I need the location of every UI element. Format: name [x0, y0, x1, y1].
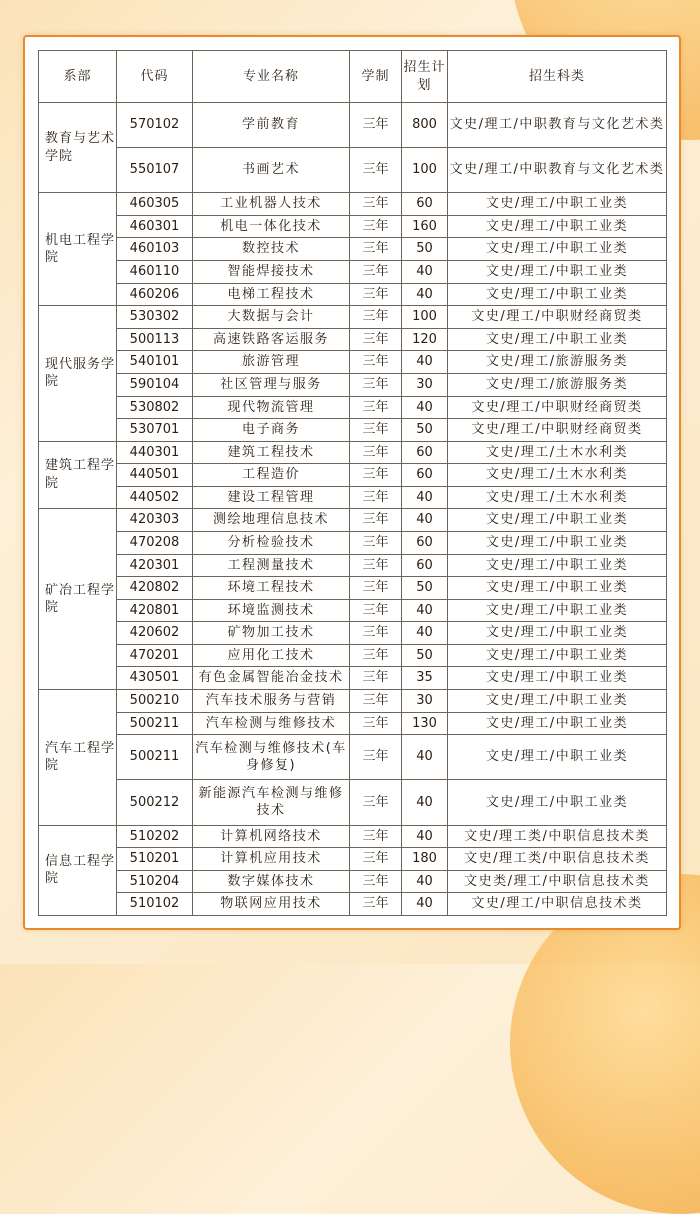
- plan-cell: 40: [402, 825, 448, 848]
- subjects-cell: 文史/理工/中职工业类: [448, 215, 667, 238]
- name-cell: 环境工程技术: [193, 577, 350, 600]
- code-cell: 500212: [117, 780, 193, 825]
- subjects-cell: 文史/理工/中职工业类: [448, 644, 667, 667]
- subjects-cell: 文史/理工/中职财经商贸类: [448, 396, 667, 419]
- subjects-cell: 文史/理工/土木水利类: [448, 441, 667, 464]
- plan-cell: 40: [402, 396, 448, 419]
- department-cell: 信息工程学院: [39, 825, 117, 915]
- plan-cell: 50: [402, 419, 448, 442]
- plan-cell: 50: [402, 238, 448, 261]
- code-cell: 440301: [117, 441, 193, 464]
- table-row: [39, 103, 667, 148]
- code-cell: 460301: [117, 215, 193, 238]
- code-cell: 420602: [117, 622, 193, 645]
- subjects-cell: 文史/理工/中职工业类: [448, 328, 667, 351]
- table-row: [39, 667, 667, 690]
- subjects-cell: 文史/理工/中职工业类: [448, 261, 667, 284]
- years-cell: 三年: [350, 531, 402, 554]
- header-plan: 招生计划: [402, 51, 448, 103]
- table-row: [39, 509, 667, 532]
- subjects-cell: 文史/理工/中职工业类: [448, 622, 667, 645]
- code-cell: 590104: [117, 373, 193, 396]
- subjects-cell: 文史/理工/旅游服务类: [448, 373, 667, 396]
- name-cell: 测绘地理信息技术: [193, 509, 350, 532]
- code-cell: 460110: [117, 261, 193, 284]
- years-cell: 三年: [350, 599, 402, 622]
- subjects-cell: 文史/理工/中职工业类: [448, 667, 667, 690]
- table-header-row: [39, 51, 667, 103]
- header-dept: 系部: [39, 51, 117, 103]
- subjects-cell: 文史/理工/土木水利类: [448, 486, 667, 509]
- name-cell: 工程造价: [193, 464, 350, 487]
- plan-cell: 100: [402, 306, 448, 329]
- years-cell: 三年: [350, 509, 402, 532]
- table-row: [39, 215, 667, 238]
- plan-cell: 800: [402, 103, 448, 148]
- table-row: [39, 486, 667, 509]
- code-cell: 460305: [117, 193, 193, 216]
- department-cell: 教育与艺术学院: [39, 103, 117, 193]
- code-cell: 510204: [117, 870, 193, 893]
- table-row: [39, 531, 667, 554]
- years-cell: 三年: [350, 622, 402, 645]
- name-cell: 计算机应用技术: [193, 848, 350, 871]
- name-cell: 工业机器人技术: [193, 193, 350, 216]
- name-cell: 环境监测技术: [193, 599, 350, 622]
- years-cell: 三年: [350, 328, 402, 351]
- plan-cell: 40: [402, 780, 448, 825]
- enrollment-plan-table: [38, 50, 667, 916]
- name-cell: 现代物流管理: [193, 396, 350, 419]
- subjects-cell: 文史/理工/中职工业类: [448, 238, 667, 261]
- name-cell: 高速铁路客运服务: [193, 328, 350, 351]
- subjects-cell: 文史/理工/中职工业类: [448, 283, 667, 306]
- enrollment-card: [23, 35, 681, 930]
- name-cell: 旅游管理: [193, 351, 350, 374]
- plan-cell: 40: [402, 622, 448, 645]
- code-cell: 550107: [117, 148, 193, 193]
- code-cell: 570102: [117, 103, 193, 148]
- name-cell: 应用化工技术: [193, 644, 350, 667]
- name-cell: 分析检验技术: [193, 531, 350, 554]
- subjects-cell: 文史/理工/中职教育与文化艺术类: [448, 148, 667, 193]
- table-row: [39, 419, 667, 442]
- plan-cell: 60: [402, 464, 448, 487]
- name-cell: 矿物加工技术: [193, 622, 350, 645]
- plan-cell: 40: [402, 283, 448, 306]
- plan-cell: 40: [402, 486, 448, 509]
- subjects-cell: 文史/理工/中职工业类: [448, 599, 667, 622]
- subjects-cell: 文史/理工/旅游服务类: [448, 351, 667, 374]
- plan-cell: 30: [402, 373, 448, 396]
- plan-cell: 60: [402, 554, 448, 577]
- years-cell: 三年: [350, 870, 402, 893]
- code-cell: 470201: [117, 644, 193, 667]
- code-cell: 420301: [117, 554, 193, 577]
- name-cell: 数字媒体技术: [193, 870, 350, 893]
- name-cell: 有色金属智能冶金技术: [193, 667, 350, 690]
- code-cell: 510201: [117, 848, 193, 871]
- plan-cell: 60: [402, 193, 448, 216]
- years-cell: 三年: [350, 780, 402, 825]
- name-cell: 数控技术: [193, 238, 350, 261]
- code-cell: 530302: [117, 306, 193, 329]
- subjects-cell: 文史/理工/中职工业类: [448, 577, 667, 600]
- table-row: [39, 238, 667, 261]
- subjects-cell: 文史/理工/中职工业类: [448, 735, 667, 780]
- table-row: [39, 599, 667, 622]
- plan-cell: 180: [402, 848, 448, 871]
- code-cell: 440502: [117, 486, 193, 509]
- years-cell: 三年: [350, 644, 402, 667]
- plan-cell: 160: [402, 215, 448, 238]
- code-cell: 500210: [117, 690, 193, 713]
- plan-cell: 40: [402, 599, 448, 622]
- plan-cell: 40: [402, 870, 448, 893]
- years-cell: 三年: [350, 893, 402, 916]
- department-cell: 建筑工程学院: [39, 441, 117, 509]
- table-row: [39, 735, 667, 780]
- name-cell: 社区管理与服务: [193, 373, 350, 396]
- name-cell: 学前教育: [193, 103, 350, 148]
- plan-cell: 40: [402, 735, 448, 780]
- code-cell: 420802: [117, 577, 193, 600]
- table-row: [39, 577, 667, 600]
- table-row: [39, 825, 667, 848]
- years-cell: 三年: [350, 690, 402, 713]
- table-row: [39, 373, 667, 396]
- plan-cell: 130: [402, 712, 448, 735]
- subjects-cell: 文史/理工/中职工业类: [448, 531, 667, 554]
- plan-cell: 40: [402, 351, 448, 374]
- name-cell: 物联网应用技术: [193, 893, 350, 916]
- years-cell: 三年: [350, 848, 402, 871]
- name-cell: 汽车检测与维修技术(车身修复): [193, 735, 350, 780]
- years-cell: 三年: [350, 554, 402, 577]
- years-cell: 三年: [350, 441, 402, 464]
- subjects-cell: 文史/理工/中职财经商贸类: [448, 306, 667, 329]
- code-cell: 420801: [117, 599, 193, 622]
- table-row: [39, 351, 667, 374]
- years-cell: 三年: [350, 148, 402, 193]
- code-cell: 470208: [117, 531, 193, 554]
- name-cell: 汽车技术服务与营销: [193, 690, 350, 713]
- years-cell: 三年: [350, 103, 402, 148]
- code-cell: 460206: [117, 283, 193, 306]
- table-row: [39, 396, 667, 419]
- plan-cell: 50: [402, 577, 448, 600]
- years-cell: 三年: [350, 215, 402, 238]
- header-code: 代码: [117, 51, 193, 103]
- name-cell: 书画艺术: [193, 148, 350, 193]
- table-row: [39, 328, 667, 351]
- code-cell: 530802: [117, 396, 193, 419]
- subjects-cell: 文史/理工/中职工业类: [448, 554, 667, 577]
- header-subjects: 招生科类: [448, 51, 667, 103]
- table-row: [39, 644, 667, 667]
- name-cell: 机电一体化技术: [193, 215, 350, 238]
- subjects-cell: 文史/理工/中职工业类: [448, 509, 667, 532]
- name-cell: 电梯工程技术: [193, 283, 350, 306]
- name-cell: 建筑工程技术: [193, 441, 350, 464]
- name-cell: 智能焊接技术: [193, 261, 350, 284]
- years-cell: 三年: [350, 486, 402, 509]
- code-cell: 500211: [117, 735, 193, 780]
- department-cell: 汽车工程学院: [39, 690, 117, 825]
- code-cell: 500211: [117, 712, 193, 735]
- plan-cell: 40: [402, 509, 448, 532]
- table-body: [39, 103, 667, 916]
- subjects-cell: 文史/理工/土木水利类: [448, 464, 667, 487]
- name-cell: 工程测量技术: [193, 554, 350, 577]
- subjects-cell: 文史/理工/中职工业类: [448, 712, 667, 735]
- years-cell: 三年: [350, 712, 402, 735]
- plan-cell: 35: [402, 667, 448, 690]
- plan-cell: 30: [402, 690, 448, 713]
- table-row: [39, 441, 667, 464]
- years-cell: 三年: [350, 577, 402, 600]
- plan-cell: 50: [402, 644, 448, 667]
- name-cell: 电子商务: [193, 419, 350, 442]
- name-cell: 计算机网络技术: [193, 825, 350, 848]
- table-row: [39, 306, 667, 329]
- code-cell: 440501: [117, 464, 193, 487]
- years-cell: 三年: [350, 261, 402, 284]
- years-cell: 三年: [350, 735, 402, 780]
- table-row: [39, 464, 667, 487]
- subjects-cell: 文史/理工/中职财经商贸类: [448, 419, 667, 442]
- header-years: 学制: [350, 51, 402, 103]
- subjects-cell: 文史/理工类/中职信息技术类: [448, 825, 667, 848]
- table-row: [39, 554, 667, 577]
- years-cell: 三年: [350, 464, 402, 487]
- name-cell: 新能源汽车检测与维修技术: [193, 780, 350, 825]
- table-row: [39, 848, 667, 871]
- table-row: [39, 870, 667, 893]
- subjects-cell: 文史/理工类/中职信息技术类: [448, 848, 667, 871]
- years-cell: 三年: [350, 283, 402, 306]
- name-cell: 汽车检测与维修技术: [193, 712, 350, 735]
- table-row: [39, 690, 667, 713]
- plan-cell: 100: [402, 148, 448, 193]
- table-row: [39, 780, 667, 825]
- table-row: [39, 622, 667, 645]
- plan-cell: 40: [402, 261, 448, 284]
- plan-cell: 120: [402, 328, 448, 351]
- plan-cell: 60: [402, 531, 448, 554]
- table-row: [39, 193, 667, 216]
- years-cell: 三年: [350, 396, 402, 419]
- department-cell: 矿冶工程学院: [39, 509, 117, 690]
- code-cell: 420303: [117, 509, 193, 532]
- department-cell: 机电工程学院: [39, 193, 117, 306]
- code-cell: 540101: [117, 351, 193, 374]
- years-cell: 三年: [350, 667, 402, 690]
- years-cell: 三年: [350, 825, 402, 848]
- code-cell: 510102: [117, 893, 193, 916]
- years-cell: 三年: [350, 351, 402, 374]
- table-row: [39, 893, 667, 916]
- table-row: [39, 261, 667, 284]
- plan-cell: 40: [402, 893, 448, 916]
- code-cell: 500113: [117, 328, 193, 351]
- name-cell: 大数据与会计: [193, 306, 350, 329]
- code-cell: 460103: [117, 238, 193, 261]
- years-cell: 三年: [350, 238, 402, 261]
- name-cell: 建设工程管理: [193, 486, 350, 509]
- subjects-cell: 文史/理工/中职信息技术类: [448, 893, 667, 916]
- years-cell: 三年: [350, 193, 402, 216]
- department-cell: 现代服务学院: [39, 306, 117, 441]
- table-row: [39, 148, 667, 193]
- header-name: 专业名称: [193, 51, 350, 103]
- subjects-cell: 文史类/理工/中职信息技术类: [448, 870, 667, 893]
- code-cell: 510202: [117, 825, 193, 848]
- subjects-cell: 文史/理工/中职教育与文化艺术类: [448, 103, 667, 148]
- years-cell: 三年: [350, 419, 402, 442]
- subjects-cell: 文史/理工/中职工业类: [448, 193, 667, 216]
- years-cell: 三年: [350, 306, 402, 329]
- table-row: [39, 712, 667, 735]
- years-cell: 三年: [350, 373, 402, 396]
- subjects-cell: 文史/理工/中职工业类: [448, 780, 667, 825]
- code-cell: 530701: [117, 419, 193, 442]
- plan-cell: 60: [402, 441, 448, 464]
- subjects-cell: 文史/理工/中职工业类: [448, 690, 667, 713]
- table-row: [39, 283, 667, 306]
- code-cell: 430501: [117, 667, 193, 690]
